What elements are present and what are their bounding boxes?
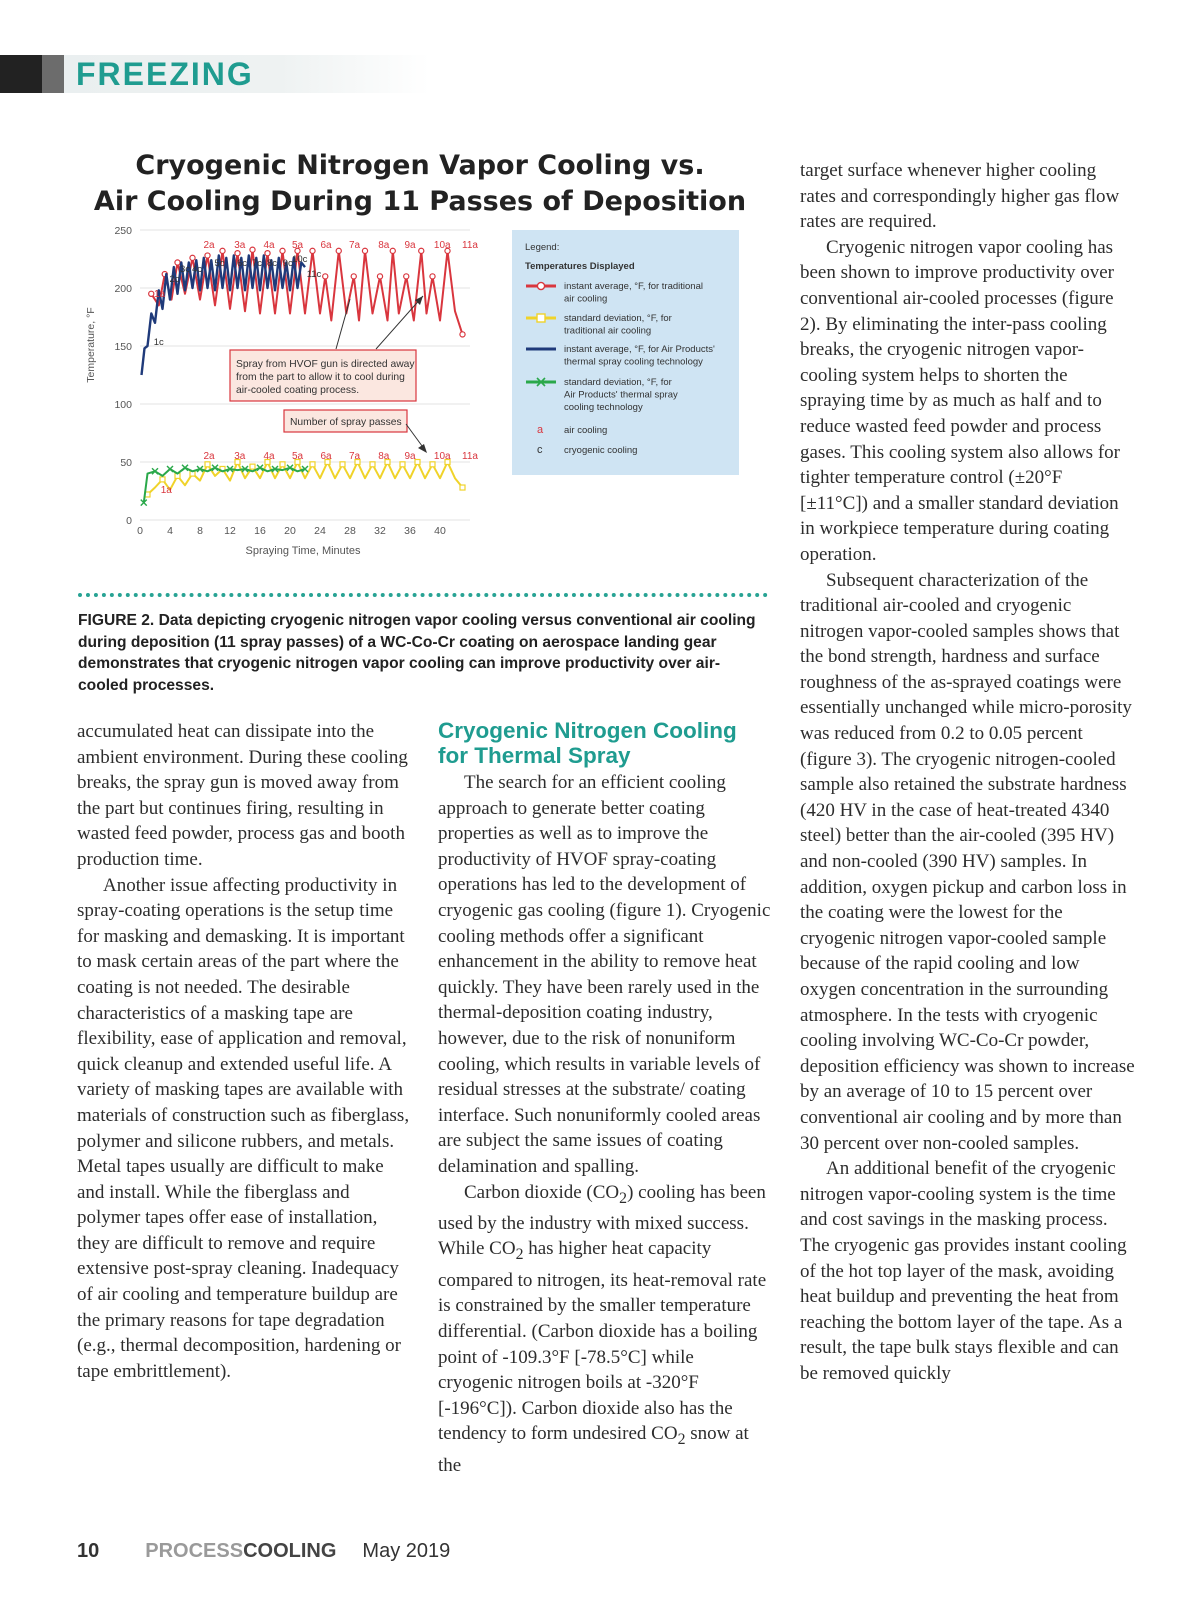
x-tick-label: 8 — [197, 525, 203, 537]
data-point — [265, 251, 270, 256]
subheading-line1: Cryogenic Nitrogen Cooling — [438, 718, 737, 743]
y-tick-label: 0 — [126, 515, 132, 527]
pass-label-air: 8a — [378, 240, 390, 251]
x-tick-label: 20 — [284, 525, 296, 537]
legend-marker — [537, 282, 544, 289]
pass-label-air: 3a — [234, 451, 246, 462]
pass-label-air: 6a — [320, 240, 332, 251]
figure-caption: FIGURE 2. Data depicting cryogenic nitrogen vapor cooling versus conventional air cooling during deposition (11 spray passes) of a WC-Co-Cr coating on aerospace landing gear demonstrates that cryogenic nitrogen vapor cooling can improve productivity over air-cooled processes. — [78, 612, 756, 694]
x-tick-label: 32 — [374, 525, 386, 537]
pass-label-air: 4a — [263, 451, 275, 462]
pass-label-air: 10a — [433, 240, 451, 251]
pass-label-cryo: 9c — [282, 258, 293, 269]
legend-label: cooling technology — [564, 402, 643, 413]
x-tick-label: 36 — [404, 525, 416, 537]
paragraph: An additional benefit of the cryogenic nitrogen vapor-cooling system is the time and cost savings in the masking process. The cryogenic gas provides instant cooling of the hot top layer of the mask, avoiding heat buildup and preventing the heat from reaching the bottom layer of the tape. As a result, the tape bulk stays flexible and can be removed quickly — [800, 1158, 1127, 1384]
data-point — [430, 274, 435, 279]
y-axis-label: Temperature, °F — [85, 307, 97, 383]
pass-label-cryo: 6c — [236, 258, 248, 269]
text-run: ) cooling has been used by the industry with mixed success. While CO — [438, 1181, 766, 1260]
pass-label-cryo: 3c — [179, 264, 191, 275]
temperature-chart — [80, 220, 770, 580]
x-tick-label: 0 — [137, 525, 143, 537]
pass-label-air: 3a — [234, 240, 246, 251]
pass-label-air: 9a — [404, 240, 416, 251]
data-point — [205, 253, 210, 258]
data-point — [340, 462, 345, 467]
header-accent-block-grey — [42, 55, 64, 93]
data-point — [460, 485, 465, 490]
pass-label-cryo: 7c — [251, 258, 263, 269]
pass-label-air: 5a — [291, 240, 304, 251]
pass-label-cryo: 2c — [169, 274, 180, 285]
x-tick-label: 12 — [224, 525, 236, 537]
pass-label-air: 1a — [160, 485, 172, 496]
section-title: FREEZING — [76, 56, 254, 92]
data-point — [390, 248, 395, 253]
text-run: has higher heat capacity compared to nitrogen, its heat-removal rate is constrained by the smaller temperature differential. (Carbon dioxide has a boiling point of -109.3°F [-78.5°C] while cryogenic nitrogen boils at -320°F [-196°C]). Carbon dioxide also has the tendency to form undesired CO — [438, 1238, 767, 1445]
legend-key-a-letter: a — [537, 424, 544, 436]
pass-label-air: 6a — [320, 451, 332, 462]
caption-divider — [78, 593, 768, 597]
paragraph-co2 — [438, 1180, 773, 1479]
publication-name-part2: COOLING — [243, 1540, 337, 1562]
page-number: 10 — [77, 1540, 100, 1562]
data-point — [250, 464, 255, 469]
legend-key-c-letter: c — [537, 444, 543, 456]
publication-name-part1: PROCESS — [145, 1540, 244, 1562]
data-point — [362, 248, 367, 253]
y-tick-label: 50 — [120, 457, 132, 469]
data-point — [419, 248, 424, 253]
data-point — [460, 332, 465, 337]
legend-label: air cooling — [564, 293, 608, 305]
pass-label-air: 2a — [203, 240, 215, 251]
legend-label: Air Products' thermal spray — [564, 389, 678, 401]
legend-label: standard deviation, °F, for — [564, 313, 672, 324]
header-accent-block — [0, 55, 42, 93]
legend-marker — [537, 314, 545, 322]
pass-label-air: 4a — [263, 240, 275, 251]
x-tick-label: 4 — [167, 525, 173, 537]
data-point — [336, 248, 341, 253]
pass-label-cryo: 11c — [306, 269, 322, 280]
legend-label: thermal spray cooling technology — [564, 356, 703, 368]
data-point — [205, 462, 210, 467]
issue-date: May 2019 — [362, 1540, 451, 1562]
subscript: 2 — [515, 1246, 524, 1264]
pass-label-cryo: 8c — [266, 258, 278, 269]
data-point — [377, 274, 382, 279]
y-tick-label: 200 — [114, 283, 132, 295]
subscript: 2 — [619, 1189, 628, 1207]
data-point — [235, 251, 240, 256]
legend-title: Legend: — [525, 242, 560, 253]
paragraph: Cryogenic nitrogen vapor cooling has been shown to improve productivity over conventional air-cooled processes (figure 2). By eliminating the inter-pass cooling breaks, the cryogenic nitrogen vapor-cooling system helps to shorten the spraying time by as much as half and to reduce wasted feed powder and process gases. This cooling system also allows for tighter temperature control (±20°F [±11°C]) and a smaller standard deviation in workpiece temperature during coating operation. — [800, 236, 1120, 565]
pass-label-cryo: 1c — [153, 337, 164, 348]
paragraph: target surface whenever higher cooling rates and correspondingly higher gas flow rates are required. — [800, 160, 1120, 233]
y-tick-label: 150 — [114, 341, 132, 353]
data-point — [310, 248, 315, 253]
data-point — [415, 460, 420, 465]
annotation-hvof-line2: from the part to allow it to cool during — [236, 372, 405, 383]
data-point — [404, 274, 409, 279]
pass-label-air: 8a — [378, 451, 390, 462]
data-point — [160, 477, 165, 482]
data-point — [220, 248, 225, 253]
data-point — [323, 274, 328, 279]
annotation-hvof-line3: air-cooled coating process. — [236, 385, 360, 396]
subheading-line2: for Thermal Spray — [438, 743, 631, 768]
page-footer — [77, 1540, 450, 1563]
series-line — [148, 462, 463, 495]
legend-label: instant average, °F, for traditional — [564, 281, 703, 292]
data-point — [310, 462, 315, 467]
data-point — [190, 255, 195, 260]
pass-label-cryo: 4c — [191, 264, 203, 275]
y-tick-label: 250 — [114, 225, 132, 237]
y-tick-label: 100 — [114, 399, 132, 411]
paragraph: accumulated heat can dissipate into the ambient environment. During these cooling breaks, the spray gun is moved away from the part but continues firing, resulting in wasted feed powder, process gas and booth production time. — [77, 721, 408, 870]
article-column-1 — [77, 719, 412, 1384]
paragraph: Subsequent characterization of the traditional air-cooled and cryogenic nitrogen vapor-cooled samples shows that the bond strength, hardness and surface roughness of the as-sprayed coatings were essentially unchanged while micro-porosity was reduced from 0.2 to 0.05 percent (figure 3). The cryogenic nitrogen-cooled sample also retained the substrate hardness (420 HV in the case of heat-treated 4340 steel) better than the air-cooled (395 HV) and non-cooled (390 HV) samples. In addition, oxygen pickup and carbon loss in the coating were the lowest for the cryogenic nitrogen vapor-cooled sample because of the rapid cooling and low oxygen concentration in the surrounding atmosphere. In the tests with cryogenic cooling involving WC-Co-Cr powder, deposition efficiency was shown to increase by an average of 10 to 15 percent over conventional air cooling and by more than 30 percent over non-cooled samples. — [800, 569, 1135, 1154]
data-point — [280, 248, 285, 253]
x-tick-label: 16 — [254, 525, 266, 537]
x-tick-label: 40 — [434, 525, 446, 537]
pass-label-air: 2a — [203, 451, 215, 462]
data-point — [400, 462, 405, 467]
pass-label-air: 7a — [348, 240, 361, 251]
annotation-arrow — [376, 296, 423, 349]
text-run: snow at the — [438, 1423, 749, 1476]
pass-label-air: 9a — [404, 451, 416, 462]
pass-label-air: 11a — [462, 451, 478, 462]
legend-label: traditional air cooling — [564, 325, 652, 337]
chart-title-line2: Air Cooling During 11 Passes of Deposition — [93, 186, 747, 217]
data-point — [280, 462, 285, 467]
text-run: Carbon dioxide (CO — [464, 1181, 620, 1203]
x-axis-label: Spraying Time, Minutes — [245, 545, 361, 557]
subheading — [438, 718, 788, 768]
legend-key-a-text: air cooling — [564, 425, 608, 436]
annotation-arrowhead — [418, 444, 427, 453]
article-column-3 — [800, 158, 1135, 1387]
pass-label-air: 5a — [291, 451, 304, 462]
subscript: 2 — [677, 1431, 686, 1449]
chart-legend — [512, 230, 739, 475]
legend-subtitle: Temperatures Displayed — [525, 261, 635, 272]
data-point — [430, 462, 435, 467]
paragraph: Another issue affecting productivity in spray-coating operations is the setup time for masking and demasking. It is important to mask certain areas of the part where the coating is not needed. The desirable characteristics of a masking tape are flexibility, ease of application and removal, quick cleanup and extended useful life. A variety of masking tapes are available with materials of construction such as fiberglass, polymer and silicone rubbers, and metals. Metal tapes usually are difficult to make and install. While the fiberglass and polymer tapes offer ease of installation, they are difficult to remove and require extensive post-spray cleaning. Inadequacy of air cooling and temperature buildup are the primary reasons for tape degradation (e.g., thermal decomposition, hardening or tape embrittlement). — [77, 874, 410, 1382]
data-point — [250, 247, 255, 252]
legend-label: instant average, °F, for Air Products' — [564, 344, 715, 355]
data-point — [351, 274, 356, 279]
pass-label-air: 11a — [462, 240, 478, 251]
pass-label-cryo: 10c — [292, 254, 308, 265]
annotation-passes-text: Number of spray passes — [290, 417, 402, 428]
pass-label-air: 1a — [153, 289, 166, 300]
x-tick-label: 24 — [314, 525, 326, 537]
chart-title-line1: Cryogenic Nitrogen Vapor Cooling vs. — [135, 150, 705, 181]
legend-key-c-text: cryogenic cooling — [564, 445, 638, 456]
article-column-2 — [438, 770, 773, 1478]
pass-label-air: 10a — [433, 451, 451, 462]
annotation-arrow — [336, 299, 350, 349]
data-point — [370, 462, 375, 467]
annotation-hvof-line1: Spray from HVOF gun is directed away — [236, 359, 415, 370]
pass-label-air: 7a — [348, 451, 361, 462]
paragraph: The search for an efficient cooling approach to generate better coating properties as well as to improve the productivity of HVOF spray-coating operations has led to the development of cryogenic gas cooling (figure 1). Cryogenic cooling methods offer a significant enhancement in the ability to remove heat quickly. They have been rarely used in the thermal-deposition coating industry, however, due to the risk of nonuniform cooling, which results in variable levels of residual stresses at the substrate/ coating interface. Such nonuniformly cooled areas are subject the same issues of coating delamination and spalling. — [438, 772, 771, 1177]
pass-label-cryo: 5c — [214, 258, 225, 269]
chart-title — [85, 148, 755, 220]
x-tick-label: 28 — [344, 525, 356, 537]
legend-label: standard deviation, °F, for — [564, 377, 672, 388]
